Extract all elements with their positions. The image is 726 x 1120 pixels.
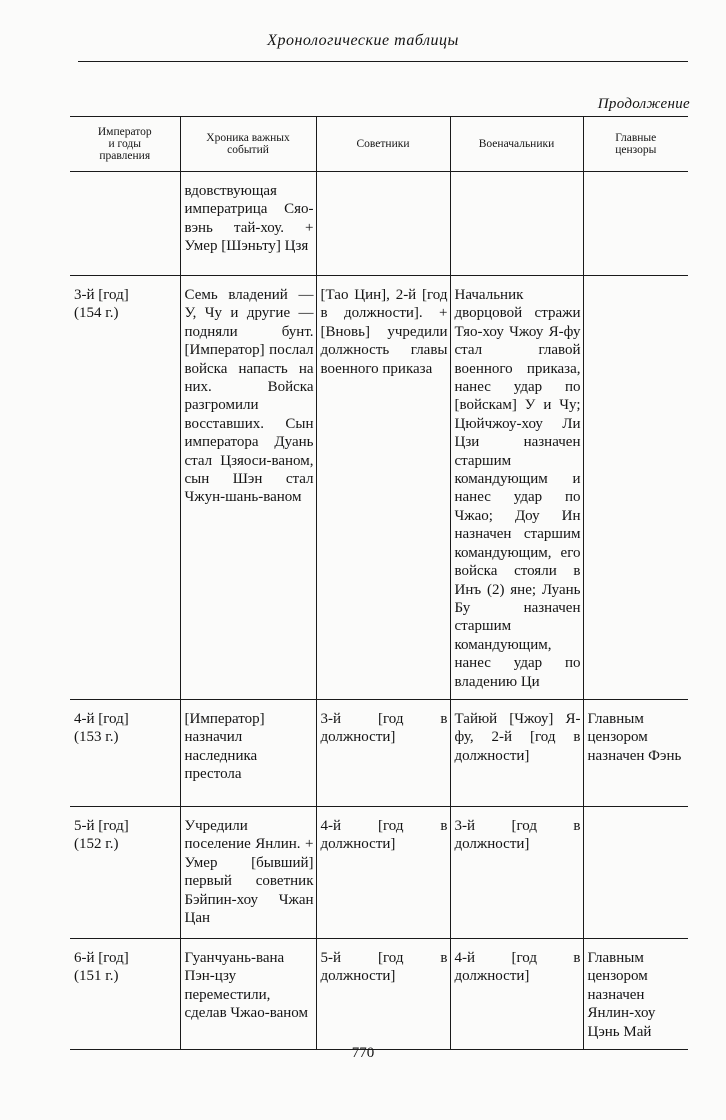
table-row <box>70 172 688 276</box>
cell-advisers: 3-й [год в должности] <box>316 699 450 806</box>
text-line: 4-й [год] <box>74 710 129 727</box>
cell-commanders: 3-й [год в должности] <box>450 806 583 938</box>
cell-year <box>70 699 180 806</box>
header-rule <box>78 61 688 62</box>
cell-commanders: 4-й [год в должности] <box>450 938 583 1049</box>
text-line: (154 г.) <box>74 305 119 322</box>
text-line: Главные <box>615 132 657 144</box>
cell-censors: Главным цензором назначен Янлин-хоу Цэнь Май <box>583 938 688 1049</box>
text-line: событий <box>227 144 269 156</box>
cell-censors <box>583 172 688 276</box>
text-line: Хроника важных <box>206 132 290 144</box>
cell-year <box>70 276 180 700</box>
table-row <box>70 276 688 700</box>
column-header-events <box>180 117 316 172</box>
text-line: Военачальники <box>478 138 555 150</box>
text-line: и годы <box>108 138 141 150</box>
cell-year <box>70 806 180 938</box>
cell-year <box>70 172 180 276</box>
continuation-label: Продолжение <box>597 96 690 112</box>
cell-advisers <box>316 172 450 276</box>
text-line: (153 г.) <box>74 729 119 746</box>
column-header-advisers <box>316 117 450 172</box>
text-line: Советники <box>356 138 410 150</box>
text-line: Император <box>97 126 152 138</box>
cell-commanders: Начальник дворцовой стражи Тяо-хоу Чжоу Я-фу стал главой военного приказа, нанес удар по [войскам] У и Чу; Цюйчжоу-хоу Ли Цзи назначен старшим командующим и нанес удар по Чжао; Доу Ин назначен старшим командующим, его войска стояли в Инъ (2) яне; Луань Бу назначен старшим командующим, нанес удар по владению Ци <box>450 276 583 700</box>
column-header-emperor <box>70 117 180 172</box>
text-line: цензоры <box>615 144 657 156</box>
cell-censors <box>583 276 688 700</box>
cell-year <box>70 938 180 1049</box>
cell-events: Гуанчуань-вана Пэн-цзу переместили, сделав Чжао-ваном <box>180 938 316 1049</box>
table-header-row <box>70 117 688 172</box>
column-header-commanders <box>450 117 583 172</box>
text-line: 3-й [год] <box>74 287 129 303</box>
cell-events: [Император] назначил наследника престола <box>180 699 316 806</box>
cell-censors <box>583 806 688 938</box>
cell-events: вдовствующая императрица Сяо-вэнь тай-хоу. + Умер [Шэньту] Цзя <box>180 172 316 276</box>
table-row <box>70 938 688 1049</box>
cell-censors: Главным цензором назначен Фэнь <box>583 699 688 806</box>
cell-advisers: 4-й [год в должности] <box>316 806 450 938</box>
table-row <box>70 806 688 938</box>
cell-commanders <box>450 172 583 276</box>
text-line: (152 г.) <box>74 836 119 853</box>
cell-commanders: Тайюй [Чжоу] Я-фу, 2-й [год в должности] <box>450 699 583 806</box>
text-line: (151 г.) <box>74 968 119 985</box>
cell-events: Учредили поселение Янлин. + Умер [бывший] первый советник Бэйпин-хоу Чжан Цан <box>180 806 316 938</box>
column-header-censors <box>583 117 688 172</box>
text-line: 5-й [год] <box>74 817 129 834</box>
running-head: Хронологические таблицы <box>267 32 459 49</box>
table-row <box>70 699 688 806</box>
text-line: правления <box>99 150 151 162</box>
page-number: 770 <box>351 1045 375 1061</box>
cell-advisers: 5-й [год в должности] <box>316 938 450 1049</box>
cell-events: Семь владений — У, Чу и другие — подняли бунт. [Император] послал войска напасть на них. Войска разгромили восставших. Сын императора Дуань стал Цзяоси-ваном, сын Шэн стал Чжун-шань-ваном <box>180 276 316 700</box>
chronology-table <box>70 116 688 1050</box>
cell-advisers: [Тао Цин], 2-й [год в должности]. + [Вновь] учредили должность главы военного приказа <box>316 276 450 700</box>
text-line: 6-й [год] <box>74 949 129 966</box>
